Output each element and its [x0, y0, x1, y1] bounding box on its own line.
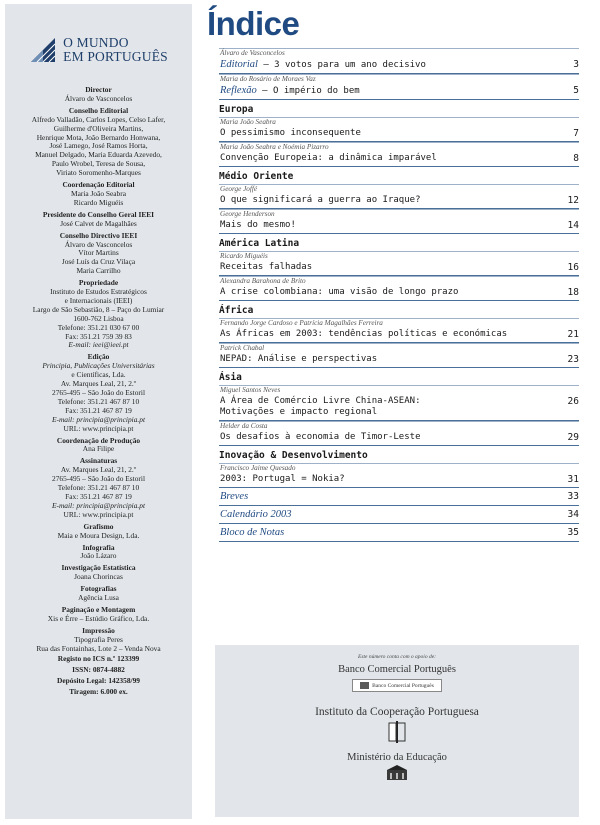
- entry-page-number: 26: [567, 396, 579, 407]
- masthead-heading: Investigação Estatística: [61, 563, 136, 573]
- entry-title-line: As Áfricas em 2003: tendências políticas e económicas: [220, 329, 508, 339]
- masthead-line: Telefone: 351.21 030 67 00: [57, 322, 140, 332]
- entry-author: Ricardo Miguéis: [219, 251, 579, 261]
- masthead-line: Largo de São Sebastião, 8 – Paço do Lumiar: [32, 304, 165, 314]
- entry-page-number: 31: [567, 474, 579, 485]
- entry-row: [219, 127, 579, 142]
- index-closing-row: [219, 524, 579, 542]
- sponsor-institute-name: Instituto da Cooperação Portuguesa: [315, 706, 479, 718]
- masthead-line: Principia, Publicações Universitárias: [42, 361, 155, 371]
- index-closing-row: [219, 488, 579, 506]
- registration-line: Tiragem: 6.000 ex.: [69, 687, 128, 697]
- entry-page-number: 33: [567, 491, 579, 502]
- masthead-line: Álvaro de Vasconcelos: [64, 93, 133, 103]
- entry-page-number: 29: [567, 432, 579, 443]
- entry-title-line: Convenção Europeia: a dinâmica imparável: [220, 153, 437, 163]
- masthead-line: URL: www.principia.pt: [63, 423, 134, 433]
- entry-page-number: 3: [573, 59, 579, 70]
- section-heading: América Latina: [219, 238, 300, 249]
- entry-author: Fernando Jorge Cardoso e Patrícia Magalhães Ferreira: [219, 318, 579, 328]
- entry-title-line: O que significará a guerra ao Iraque?: [220, 195, 421, 205]
- masthead-line: Fax: 351.21 759 39 83: [65, 331, 132, 341]
- entry-row: [219, 328, 579, 343]
- index-entry: [219, 343, 579, 368]
- entry-label: Reflexão: [220, 85, 257, 96]
- masthead-group: [9, 564, 188, 582]
- masthead-heading: Impressão: [82, 625, 115, 635]
- logo-mark-icon: [29, 36, 57, 64]
- bank-logo: [352, 679, 442, 692]
- entry-title: [220, 287, 458, 298]
- masthead-line: Av. Marques Leal, 21, 2.º: [60, 465, 137, 475]
- entry-author: Maria do Rosário de Moraes Vaz: [219, 74, 579, 84]
- index-entry: [219, 117, 579, 142]
- masthead-line: Paulo Wrobel, Teresa de Sousa,: [51, 159, 146, 169]
- entry-author: Maria João Seabra: [219, 117, 579, 127]
- masthead-line: Telefone: 351.21 467 87 10: [57, 396, 140, 406]
- entry-page-number: 7: [573, 128, 579, 139]
- entry-author: George Henderson: [219, 209, 579, 219]
- entry-subtitle: – 3 votos para um ano decisivo: [257, 60, 426, 70]
- masthead-line: Manuel Delgado, Maria Eduarda Azevedo,: [35, 150, 162, 160]
- index-entry: [219, 251, 579, 276]
- masthead-line: João Lázaro: [80, 551, 117, 561]
- entry-title-line: Receitas falhadas: [220, 262, 313, 272]
- index-entry: [219, 421, 579, 446]
- closing-title: Bloco de Notas: [220, 527, 285, 538]
- section-heading: Médio Oriente: [219, 171, 294, 182]
- entry-row: [219, 353, 579, 368]
- entry-author: George Joffé: [219, 184, 579, 194]
- registration-line: Depósito Legal: 142358/99: [57, 676, 140, 686]
- entry-page-number: 8: [573, 153, 579, 164]
- logo-line-2: EM PORTUGUÊS: [63, 49, 168, 64]
- entry-row: [219, 194, 579, 209]
- masthead-line: José Luís da Cruz Vilaça: [61, 257, 136, 267]
- masthead-line: Telefone: 351.21 467 87 10: [57, 483, 140, 493]
- section-heading: Ásia: [219, 372, 242, 383]
- masthead-heading: Director: [85, 85, 112, 94]
- masthead-line: Ana Filipe: [82, 444, 115, 454]
- masthead-group: [9, 585, 188, 603]
- masthead-heading: Propriedade: [78, 278, 119, 288]
- entry-row: [219, 84, 579, 100]
- bank-logo-icon: [360, 682, 369, 689]
- registration-line: Registo no ICS n.º 123399: [57, 654, 140, 664]
- masthead-registration: [9, 655, 188, 697]
- index-entry: [219, 463, 579, 488]
- sponsor-bank-name: Banco Comercial Português: [338, 664, 456, 675]
- entry-title-line: 2003: Portugal = Nokia?: [220, 474, 345, 484]
- masthead-group: [9, 232, 188, 277]
- masthead-line: José Lamego, José Ramos Horta,: [49, 141, 148, 151]
- masthead-line: José Calvet de Magalhães: [60, 218, 137, 228]
- entry-title: [220, 262, 312, 273]
- index-entry: [219, 184, 579, 209]
- masthead-credits: [9, 86, 188, 653]
- entry-author: Miguel Santos Neves: [219, 385, 579, 395]
- entry-row: [219, 473, 579, 488]
- page-title: Índice: [207, 5, 300, 42]
- sponsors-note: Este número conta com o apoio de:: [357, 654, 436, 660]
- masthead-group: [9, 606, 188, 624]
- sponsor-ministry-name: Ministério da Educação: [347, 752, 447, 763]
- masthead-line: 2765-495 – São João do Estoril: [52, 474, 145, 484]
- index-entry: [219, 318, 579, 343]
- masthead-line: 2765-495 – São João do Estoril: [52, 388, 145, 397]
- entry-page-number: 12: [567, 195, 579, 206]
- section-heading: Inovação & Desenvolvimento: [219, 450, 368, 461]
- entry-author: Alexandra Barahona de Brito: [219, 276, 579, 286]
- masthead-line: Rua das Fontainhas, Lote 2 – Venda Nova: [36, 643, 161, 653]
- masthead-group: [9, 211, 188, 229]
- masthead-line: Instituto de Estudos Estratégicos: [50, 287, 147, 297]
- bank-logo-label: Banco Comercial Português: [372, 682, 434, 689]
- entry-title: [220, 59, 426, 71]
- index-entry: [219, 385, 579, 421]
- registration-line: ISSN: 0874-4882: [72, 665, 125, 675]
- entry-row: [219, 431, 579, 446]
- masthead-line: e Científicas, Lda.: [71, 370, 126, 380]
- masthead-heading: Fotografias: [80, 584, 117, 594]
- masthead-line: Joana Chorincas: [74, 572, 123, 582]
- entry-page-number: 35: [567, 527, 579, 538]
- entry-title: [220, 220, 296, 231]
- entry-page-number: 18: [567, 287, 579, 298]
- masthead-group: [9, 86, 188, 104]
- masthead-group: [9, 181, 188, 208]
- masthead-line: URL: www.principia.pt: [63, 509, 134, 519]
- section-heading: África: [219, 305, 254, 316]
- entry-row: [219, 219, 579, 234]
- entry-title: [220, 153, 437, 164]
- entry-title: [220, 432, 420, 443]
- masthead-line: Fax: 351.21 467 87 19: [65, 405, 132, 415]
- masthead-line: E-mail: principia@principia.pt: [51, 414, 145, 424]
- masthead-line: Ricardo Miguéis: [73, 197, 124, 207]
- index-panel: [207, 4, 579, 542]
- entry-author: Maria João Seabra e Noémia Pizarro: [219, 142, 579, 152]
- entry-title-line: A crise colombiana: uma visão de longo prazo: [220, 287, 459, 297]
- masthead-heading: Assinaturas: [79, 456, 118, 466]
- masthead-group: [9, 523, 188, 541]
- index-entry: [219, 142, 579, 167]
- publication-logo: [9, 36, 188, 64]
- index-entry: [219, 48, 579, 74]
- entry-title: [220, 474, 345, 485]
- masthead-group: [9, 627, 188, 654]
- masthead-line: Tipografia Peres: [74, 634, 123, 644]
- entry-row: [219, 395, 579, 421]
- entry-page-number: 14: [567, 220, 579, 231]
- entry-author: Álvaro de Vasconcelos: [219, 48, 579, 58]
- entry-title-line: O pessimismo inconsequente: [220, 128, 361, 138]
- entry-page-number: 21: [567, 329, 579, 340]
- masthead-group: [9, 353, 188, 433]
- masthead-heading: Paginação e Montagem: [61, 604, 136, 614]
- logo-text: [63, 36, 168, 64]
- entry-title: [220, 329, 507, 340]
- masthead-heading: Coordenação de Produção: [56, 435, 141, 445]
- masthead-line: Maia e Moura Design, Lda.: [57, 530, 140, 540]
- entry-title: [220, 354, 377, 365]
- entry-title: [220, 195, 420, 206]
- masthead-line: Viriato Soromenho-Marques: [56, 168, 141, 178]
- masthead-group: [9, 457, 188, 519]
- entry-label: Editorial: [220, 59, 258, 70]
- entry-page-number: 23: [567, 354, 579, 365]
- masthead-line: 1600-762 Lisboa: [73, 313, 124, 323]
- entry-row: [219, 152, 579, 167]
- masthead-line: E-mail: principia@principia.pt: [51, 500, 145, 510]
- entry-row: [219, 286, 579, 301]
- masthead-line: Xis e Érre – Estúdio Gráfico, Lda.: [47, 613, 150, 623]
- masthead-line: Vítor Martins: [78, 248, 119, 258]
- ministry-emblem-icon: [386, 765, 408, 781]
- index-closing-row: [219, 506, 579, 524]
- entry-page-number: 5: [573, 85, 579, 96]
- entry-row: [219, 261, 579, 276]
- logo-line-1: O MUNDO: [63, 35, 129, 50]
- masthead-line: Maria Carrilho: [76, 266, 121, 276]
- entry-title-line: NEPAD: Análise e perspectivas: [220, 354, 378, 364]
- masthead-line: Av. Marques Leal, 21, 2.º: [60, 379, 137, 389]
- institute-emblem-icon: [387, 721, 407, 743]
- entry-title: [220, 128, 361, 139]
- index-entry: [219, 74, 579, 100]
- closing-title: Calendário 2003: [220, 509, 292, 520]
- index-entry: [219, 209, 579, 234]
- entry-title-line: Os desafios à economia de Timor-Leste: [220, 432, 421, 442]
- masthead-group: [9, 437, 188, 455]
- masthead-line: Guilherme d'Oliveira Martins,: [53, 123, 144, 133]
- masthead-line: Fax: 351.21 467 87 19: [65, 491, 132, 501]
- masthead-line: Alfredo Valladão, Carlos Lopes, Celso Lafer,: [31, 114, 166, 124]
- masthead-line: Henrique Mota, João Bernardo Honwana,: [36, 132, 161, 142]
- masthead-line: Agência Lusa: [78, 593, 119, 603]
- entry-row: [219, 58, 579, 74]
- section-heading: Europa: [219, 104, 254, 115]
- masthead-heading: Infografia: [82, 542, 115, 552]
- entry-page-number: 16: [567, 262, 579, 273]
- masthead-heading: Conselho Directivo IEEI: [59, 230, 138, 240]
- entry-title-line-2: Motivações e impacto regional: [220, 407, 378, 417]
- index-list: [207, 48, 579, 542]
- masthead-line: Maria João Seabra: [71, 188, 126, 198]
- masthead-group: [9, 544, 188, 562]
- entry-author: Francisco Jaime Quesado: [219, 463, 579, 473]
- masthead-group: [9, 107, 188, 178]
- masthead-line: E-mail: ieei@ieei.pt: [68, 340, 129, 350]
- masthead-line: e Internacionais (IEEI): [64, 295, 133, 305]
- masthead-sidebar: [5, 4, 192, 819]
- masthead-heading: Edição: [87, 352, 110, 362]
- masthead-group: [9, 279, 188, 350]
- masthead-heading: Presidente do Conselho Geral IEEI: [42, 209, 155, 219]
- entry-title-line: A Área de Comércio Livre China-ASEAN:: [220, 396, 421, 406]
- entry-author: Helder da Costa: [219, 421, 579, 431]
- masthead-heading: Grafismo: [83, 521, 114, 531]
- masthead-line: Álvaro de Vasconcelos: [64, 239, 133, 249]
- sponsors-box: [215, 645, 579, 817]
- entry-title: [220, 85, 360, 97]
- masthead-heading: Coordenação Editorial: [62, 180, 135, 190]
- entry-title-line: Mais do mesmo!: [220, 220, 296, 230]
- entry-author: Patrick Chabal: [219, 343, 579, 353]
- closing-title: Breves: [220, 491, 249, 502]
- masthead-heading: Conselho Editorial: [68, 105, 129, 115]
- entry-subtitle: – O império do bem: [256, 86, 360, 96]
- index-entry: [219, 276, 579, 301]
- entry-title: [220, 396, 420, 418]
- entry-page-number: 34: [567, 509, 579, 520]
